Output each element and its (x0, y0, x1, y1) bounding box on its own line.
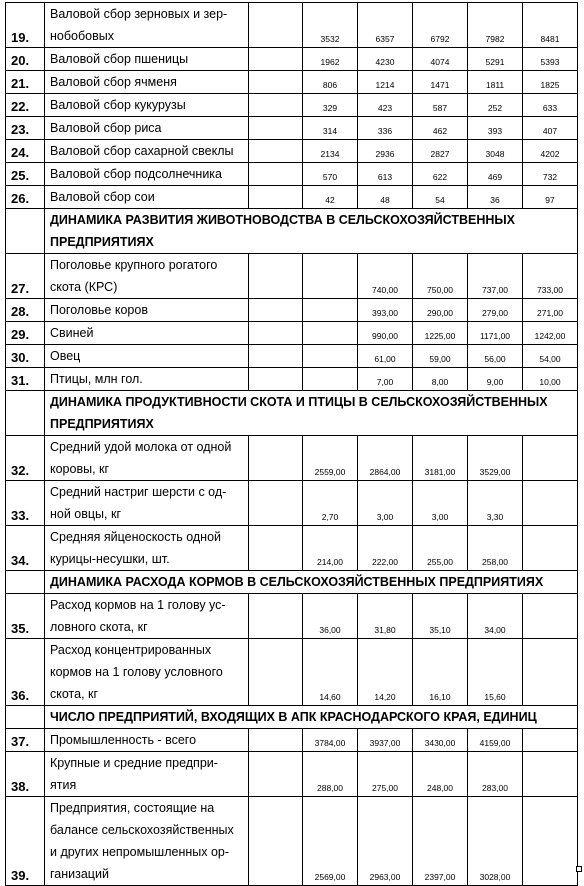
row-number: 37. (6, 729, 45, 752)
table-row (6, 71, 578, 94)
section-title-line: ПРЕДПРИЯТИЯХ (50, 417, 154, 431)
value-cell: 288,00 (303, 752, 358, 797)
value-cell (249, 594, 303, 639)
row-label-line: Поголовье крупного рогатого (50, 258, 218, 272)
value-cell: 3181,00 (413, 436, 468, 481)
row-label (45, 71, 249, 94)
value-cell (523, 797, 578, 886)
value-cell: 2134 (303, 140, 358, 163)
value-cell: 6357 (358, 3, 413, 48)
table-row (6, 729, 578, 752)
value-cell (249, 254, 303, 299)
value-cell: 42 (303, 186, 358, 209)
value-cell: 329 (303, 94, 358, 117)
value-cell: 48 (358, 186, 413, 209)
value-cell: 36 (468, 186, 523, 209)
value-cell: 275,00 (358, 752, 413, 797)
value-cell: 1471 (413, 71, 468, 94)
value-cell: 3,00 (413, 481, 468, 526)
value-cell (249, 436, 303, 481)
value-cell: 570 (303, 163, 358, 186)
row-label-line: ловного скота, кг (50, 620, 148, 634)
row-label (45, 48, 249, 71)
value-cell: 3532 (303, 3, 358, 48)
value-cell: 3,30 (468, 481, 523, 526)
value-cell (249, 71, 303, 94)
row-label-line: скота (КРС) (50, 280, 118, 294)
value-cell (249, 299, 303, 322)
row-label (45, 481, 249, 526)
row-number: 34. (6, 526, 45, 571)
value-cell: 3937,00 (358, 729, 413, 752)
value-cell: 733,00 (523, 254, 578, 299)
table-row (6, 117, 578, 140)
row-label (45, 797, 249, 886)
row-label (45, 3, 249, 48)
row-number: 30. (6, 345, 45, 368)
row-number: 32. (6, 436, 45, 481)
value-cell (249, 3, 303, 48)
table-row (6, 322, 578, 345)
header-num-cell (6, 209, 45, 254)
section-header-row (6, 571, 578, 594)
value-cell: 34,00 (468, 594, 523, 639)
value-cell: 4202 (523, 140, 578, 163)
value-cell: 3430,00 (413, 729, 468, 752)
value-cell: 14,60 (303, 639, 358, 706)
row-label (45, 436, 249, 481)
value-cell: 423 (358, 94, 413, 117)
value-cell: 6792 (413, 3, 468, 48)
row-label-line: Средняя яйценоскость одной (50, 530, 222, 544)
value-cell (249, 48, 303, 71)
table-row (6, 186, 578, 209)
value-cell (249, 140, 303, 163)
value-cell: 737,00 (468, 254, 523, 299)
row-number: 29. (6, 322, 45, 345)
value-cell: 806 (303, 71, 358, 94)
value-cell: 15,60 (468, 639, 523, 706)
row-number: 20. (6, 48, 45, 71)
value-cell: 2569,00 (303, 797, 358, 886)
header-num-cell (6, 571, 45, 594)
section-title (45, 571, 578, 594)
value-cell: 732 (523, 163, 578, 186)
value-cell: 290,00 (413, 299, 468, 322)
row-label (45, 186, 249, 209)
row-label-line: курицы-несушки, шт. (50, 552, 170, 566)
value-cell: 3048 (468, 140, 523, 163)
row-label (45, 163, 249, 186)
value-cell: 750,00 (413, 254, 468, 299)
value-cell: 35,10 (413, 594, 468, 639)
row-label (45, 299, 249, 322)
value-cell: 2559,00 (303, 436, 358, 481)
value-cell: 279,00 (468, 299, 523, 322)
value-cell (303, 322, 358, 345)
value-cell: 9,00 (468, 368, 523, 391)
row-label-line: ной овцы, кг (50, 507, 122, 521)
table-row (6, 299, 578, 322)
value-cell (249, 729, 303, 752)
row-label-line: Крупные и средние предпри- (50, 756, 218, 770)
row-label (45, 368, 249, 391)
value-cell: 54 (413, 186, 468, 209)
row-label-line: Валовой сбор сахарной свеклы (50, 144, 234, 158)
row-number: 26. (6, 186, 45, 209)
value-cell (303, 254, 358, 299)
row-label-line: Валовой сбор подсолнечника (50, 167, 223, 181)
value-cell (249, 117, 303, 140)
value-cell (249, 481, 303, 526)
value-cell (523, 481, 578, 526)
value-cell: 2827 (413, 140, 468, 163)
row-label-line: Поголовье коров (50, 303, 148, 317)
row-number: 33. (6, 481, 45, 526)
value-cell (523, 526, 578, 571)
table-end-marker (576, 866, 582, 872)
row-label-line: Расход концентрированных (50, 643, 212, 657)
value-cell: 3,00 (358, 481, 413, 526)
section-title-line: ДИНАМИКА РАСХОДА КОРМОВ В СЕЛЬСКОХОЗЯЙСТВЕННЫХ ПРЕДПРИЯТИЯХ (50, 575, 544, 589)
value-cell: 5393 (523, 48, 578, 71)
row-label-line: Валовой сбор зерновых и зер- (50, 7, 228, 21)
value-cell: 1242,00 (523, 322, 578, 345)
row-label-line: скота, кг (50, 687, 99, 701)
value-cell: 56,00 (468, 345, 523, 368)
value-cell (303, 345, 358, 368)
value-cell: 10,00 (523, 368, 578, 391)
section-title-line: ПРЕДПРИЯТИЯХ (50, 235, 154, 249)
row-number: 27. (6, 254, 45, 299)
value-cell: 5291 (468, 48, 523, 71)
row-number: 28. (6, 299, 45, 322)
section-title (45, 706, 578, 729)
row-label-line: Овец (50, 349, 81, 363)
row-label (45, 345, 249, 368)
value-cell: 283,00 (468, 752, 523, 797)
value-cell: 462 (413, 117, 468, 140)
value-cell: 1962 (303, 48, 358, 71)
value-cell: 8,00 (413, 368, 468, 391)
row-label-line: коровы, кг (50, 462, 110, 476)
value-cell: 2397,00 (413, 797, 468, 886)
value-cell: 2,70 (303, 481, 358, 526)
table-row (6, 436, 578, 481)
value-cell (523, 594, 578, 639)
value-cell: 8481 (523, 3, 578, 48)
value-cell: 4074 (413, 48, 468, 71)
row-number: 35. (6, 594, 45, 639)
value-cell: 61,00 (358, 345, 413, 368)
value-cell: 3529,00 (468, 436, 523, 481)
value-cell: 54,00 (523, 345, 578, 368)
table-row (6, 163, 578, 186)
value-cell: 2936 (358, 140, 413, 163)
value-cell (523, 752, 578, 797)
row-label (45, 639, 249, 706)
row-label-line: Свиней (50, 326, 94, 340)
value-cell (303, 299, 358, 322)
value-cell: 587 (413, 94, 468, 117)
value-cell: 633 (523, 94, 578, 117)
value-cell: 613 (358, 163, 413, 186)
row-label-line: балансе сельскохозяйственных (50, 823, 234, 837)
value-cell (249, 752, 303, 797)
value-cell: 1225,00 (413, 322, 468, 345)
value-cell: 7,00 (358, 368, 413, 391)
value-cell (249, 797, 303, 886)
row-label (45, 526, 249, 571)
value-cell: 2963,00 (358, 797, 413, 886)
row-label-line: Валовой сбор кукурузы (50, 98, 186, 112)
value-cell: 740,00 (358, 254, 413, 299)
row-label-line: Расход кормов на 1 голову ус- (50, 598, 226, 612)
table-row (6, 3, 578, 48)
table-row (6, 48, 578, 71)
section-header-row (6, 209, 578, 254)
value-cell: 214,00 (303, 526, 358, 571)
value-cell: 1214 (358, 71, 413, 94)
section-title-line: ДИНАМИКА РАЗВИТИЯ ЖИВОТНОВОДСТВА В СЕЛЬСКОХОЗЯЙСТВЕННЫХ (50, 213, 515, 227)
value-cell: 248,00 (413, 752, 468, 797)
value-cell: 1825 (523, 71, 578, 94)
row-label (45, 94, 249, 117)
value-cell: 336 (358, 117, 413, 140)
value-cell: 1811 (468, 71, 523, 94)
section-title-line: ДИНАМИКА ПРОДУКТИВНОСТИ СКОТА И ПТИЦЫ В СЕЛЬСКОХОЗЯЙСТВЕННЫХ (50, 395, 548, 409)
section-title (45, 209, 578, 254)
value-cell: 314 (303, 117, 358, 140)
header-num-cell (6, 391, 45, 436)
table-row (6, 140, 578, 163)
value-cell: 990,00 (358, 322, 413, 345)
value-cell (249, 368, 303, 391)
value-cell: 255,00 (413, 526, 468, 571)
value-cell: 393 (468, 117, 523, 140)
value-cell: 258,00 (468, 526, 523, 571)
value-cell (249, 345, 303, 368)
value-cell: 97 (523, 186, 578, 209)
row-label (45, 117, 249, 140)
value-cell (249, 186, 303, 209)
row-label (45, 729, 249, 752)
row-label-line: и других непромышленных ор- (50, 845, 230, 859)
value-cell: 59,00 (413, 345, 468, 368)
value-cell: 393,00 (358, 299, 413, 322)
table-row (6, 94, 578, 117)
value-cell: 2864,00 (358, 436, 413, 481)
row-label-line: ятия (50, 778, 77, 792)
value-cell: 4230 (358, 48, 413, 71)
value-cell (249, 163, 303, 186)
row-label-line: Средний удой молока от одной (50, 440, 232, 454)
row-number: 24. (6, 140, 45, 163)
value-cell: 14,20 (358, 639, 413, 706)
value-cell (249, 639, 303, 706)
value-cell: 1171,00 (468, 322, 523, 345)
row-label (45, 254, 249, 299)
section-header-row (6, 706, 578, 729)
header-num-cell (6, 706, 45, 729)
value-cell (303, 368, 358, 391)
value-cell: 469 (468, 163, 523, 186)
row-label-line: нобобовых (50, 29, 114, 43)
row-label-line: кормов на 1 голову условного (50, 665, 223, 679)
row-number: 31. (6, 368, 45, 391)
value-cell (523, 639, 578, 706)
table-row (6, 752, 578, 797)
table-row (6, 481, 578, 526)
row-label (45, 140, 249, 163)
value-cell: 36,00 (303, 594, 358, 639)
row-number: 19. (6, 3, 45, 48)
value-cell: 3028,00 (468, 797, 523, 886)
row-label (45, 752, 249, 797)
row-number: 25. (6, 163, 45, 186)
table-row (6, 594, 578, 639)
row-number: 22. (6, 94, 45, 117)
value-cell: 7982 (468, 3, 523, 48)
table-row (6, 797, 578, 886)
row-label-line: Средний настриг шерсти с од- (50, 485, 227, 499)
table-row (6, 639, 578, 706)
row-label-line: Валовой сбор риса (50, 121, 162, 135)
section-title (45, 391, 578, 436)
row-number: 21. (6, 71, 45, 94)
table-row (6, 368, 578, 391)
value-cell: 252 (468, 94, 523, 117)
value-cell (523, 436, 578, 481)
value-cell (249, 94, 303, 117)
table-row (6, 254, 578, 299)
section-header-row (6, 391, 578, 436)
row-label (45, 594, 249, 639)
row-label-line: Валовой сбор сои (50, 190, 155, 204)
value-cell (523, 729, 578, 752)
row-number: 23. (6, 117, 45, 140)
row-label-line: Промышленность - всего (50, 733, 197, 747)
section-title-line: ЧИСЛО ПРЕДПРИЯТИЙ, ВХОДЯЩИХ В АПК КРАСНОДАРСКОГО КРАЯ, ЕДИНИЦ (50, 710, 537, 724)
row-number: 38. (6, 752, 45, 797)
value-cell: 407 (523, 117, 578, 140)
value-cell: 3784,00 (303, 729, 358, 752)
value-cell: 16,10 (413, 639, 468, 706)
row-label-line: Валовой сбор пшеницы (50, 52, 189, 66)
table-row (6, 345, 578, 368)
row-label-line: Валовой сбор ячменя (50, 75, 177, 89)
row-label-line: Птицы, млн гол. (50, 372, 143, 386)
value-cell: 271,00 (523, 299, 578, 322)
row-label-line: ганизаций (50, 867, 109, 881)
row-label (45, 322, 249, 345)
value-cell (249, 322, 303, 345)
value-cell: 222,00 (358, 526, 413, 571)
row-label-line: Предприятия, состоящие на (50, 801, 215, 815)
row-number: 39. (6, 797, 45, 886)
statistics-table (5, 2, 578, 886)
table-row (6, 526, 578, 571)
value-cell: 31,80 (358, 594, 413, 639)
row-number: 36. (6, 639, 45, 706)
value-cell: 4159,00 (468, 729, 523, 752)
value-cell: 622 (413, 163, 468, 186)
value-cell (249, 526, 303, 571)
